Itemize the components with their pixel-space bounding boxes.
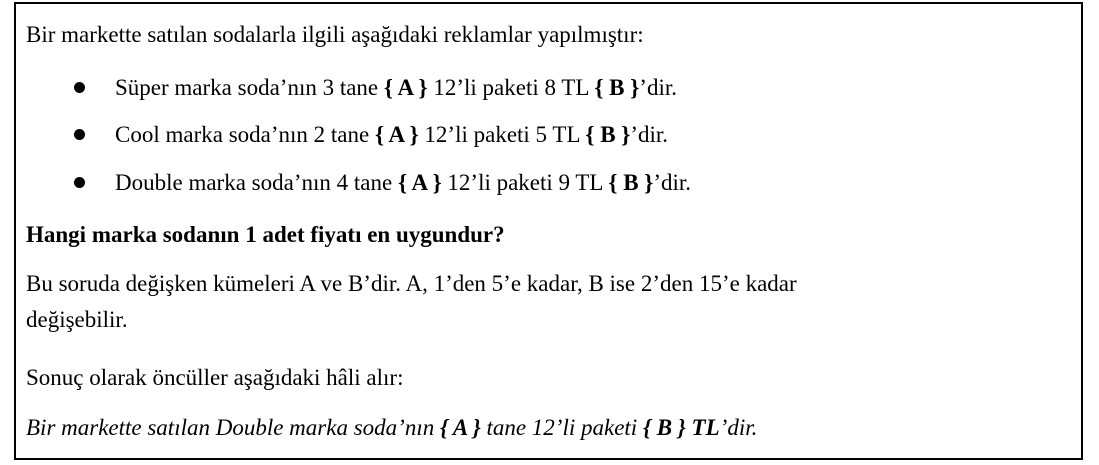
explanation-line-2: değişebilir. bbox=[26, 307, 128, 332]
item-text: ’dir. bbox=[653, 170, 692, 195]
variable-b: { B } bbox=[585, 122, 631, 147]
item-text: Double marka soda’nın 4 tane bbox=[115, 170, 398, 195]
result-text: ’dir. bbox=[719, 415, 758, 440]
list-item bbox=[74, 169, 691, 197]
variable-b: { B } TL bbox=[642, 415, 720, 440]
item-text: ’dir. bbox=[639, 75, 677, 100]
result-text: Bir markette satılan Double marka soda’nın bbox=[26, 415, 440, 440]
variable-a: { A } bbox=[374, 122, 419, 147]
list-item bbox=[74, 121, 668, 149]
item-text: 12’li paketi 8 TL bbox=[427, 75, 595, 100]
item-text: Süper marka soda’nın 3 tane bbox=[115, 75, 384, 100]
list-item bbox=[74, 74, 677, 102]
bullet-icon bbox=[74, 129, 85, 140]
variable-b: { B } bbox=[594, 75, 640, 100]
intro-text: Bir markette satılan sodalarla ilgili aşağıdaki reklamlar yapılmıştır: bbox=[26, 22, 644, 47]
question-text: Hangi marka sodanın 1 adet fiyatı en uygundur? bbox=[26, 222, 505, 247]
item-text: Cool marka soda’nın 2 tane bbox=[115, 122, 375, 147]
item-text: 12’li paketi 9 TL bbox=[441, 170, 609, 195]
item-text: ’dir. bbox=[630, 122, 669, 147]
result-text: tane 12’li paketi bbox=[480, 415, 643, 440]
variable-a: { A } bbox=[383, 75, 428, 100]
bullet-icon bbox=[74, 177, 85, 188]
variable-a: { A } bbox=[397, 170, 442, 195]
result-sentence bbox=[26, 414, 757, 442]
explanation-line-1: Bu soruda değişken kümeleri A ve B’dir. A, 1’den 5’e kadar, B ise 2’den 15’e kadar bbox=[26, 271, 797, 296]
bullet-icon bbox=[74, 82, 85, 93]
variable-a: { A } bbox=[439, 415, 481, 440]
item-text: 12’li paketi 5 TL bbox=[418, 122, 586, 147]
result-intro: Sonuç olarak öncüller aşağıdaki hâli alır: bbox=[26, 365, 404, 390]
variable-b: { B } bbox=[608, 170, 654, 195]
